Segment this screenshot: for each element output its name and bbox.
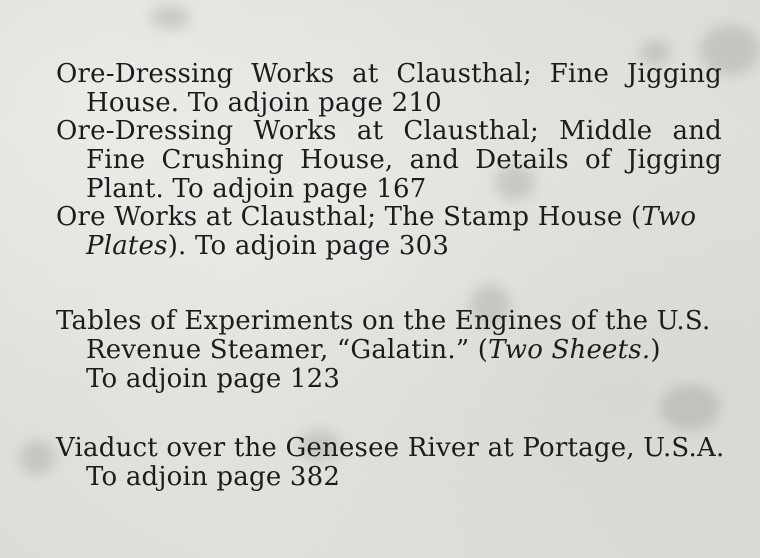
- entry-text-line: Plant. To adjoin page 167: [86, 174, 427, 204]
- entry-text-line: To adjoin page 123: [86, 364, 341, 394]
- entry-text-roman: Ore Works at Clausthal; The Stamp House (: [56, 202, 642, 232]
- entry-text-line: Ore-Dressing Works at Clausthal; Middle and: [56, 116, 722, 146]
- entry-text-italic: Two Sheets.: [488, 335, 651, 365]
- entry-text-line: Fine Crushing House, and Details of Jigging: [86, 145, 722, 175]
- entry-text-line: To adjoin page 382: [86, 462, 341, 492]
- entry-text-line: Viaduct over the Genesee River at Portage, U.S.A.: [56, 433, 725, 463]
- plate-entry-ore-dressing-fine-jigging: [56, 60, 736, 118]
- plate-entry-ore-dressing-middle-fine-crushing: [56, 117, 736, 204]
- entry-text-italic: Two: [641, 202, 697, 232]
- entry-text-line: [56, 232, 736, 261]
- entry-text-roman: ). To adjoin page 303: [167, 231, 450, 261]
- plate-entry-genesee-viaduct: [56, 434, 736, 492]
- entry-text-roman: ): [650, 335, 661, 365]
- entry-text-italic: Plates: [86, 231, 168, 261]
- entry-text-line: [56, 203, 736, 232]
- plate-entry-ore-works-stamp-house: [56, 203, 736, 261]
- entry-text-roman: Revenue Steamer, “Galatin.” (: [86, 335, 489, 365]
- entry-text-line: House. To adjoin page 210: [86, 88, 442, 118]
- plate-entry-tables-of-experiments: [56, 307, 736, 394]
- entry-text-line: [56, 336, 736, 365]
- entry-text-line: Ore-Dressing Works at Clausthal; Fine Jigging: [56, 59, 722, 89]
- entry-text-line: Tables of Experiments on the Engines of the U.S.: [56, 306, 711, 336]
